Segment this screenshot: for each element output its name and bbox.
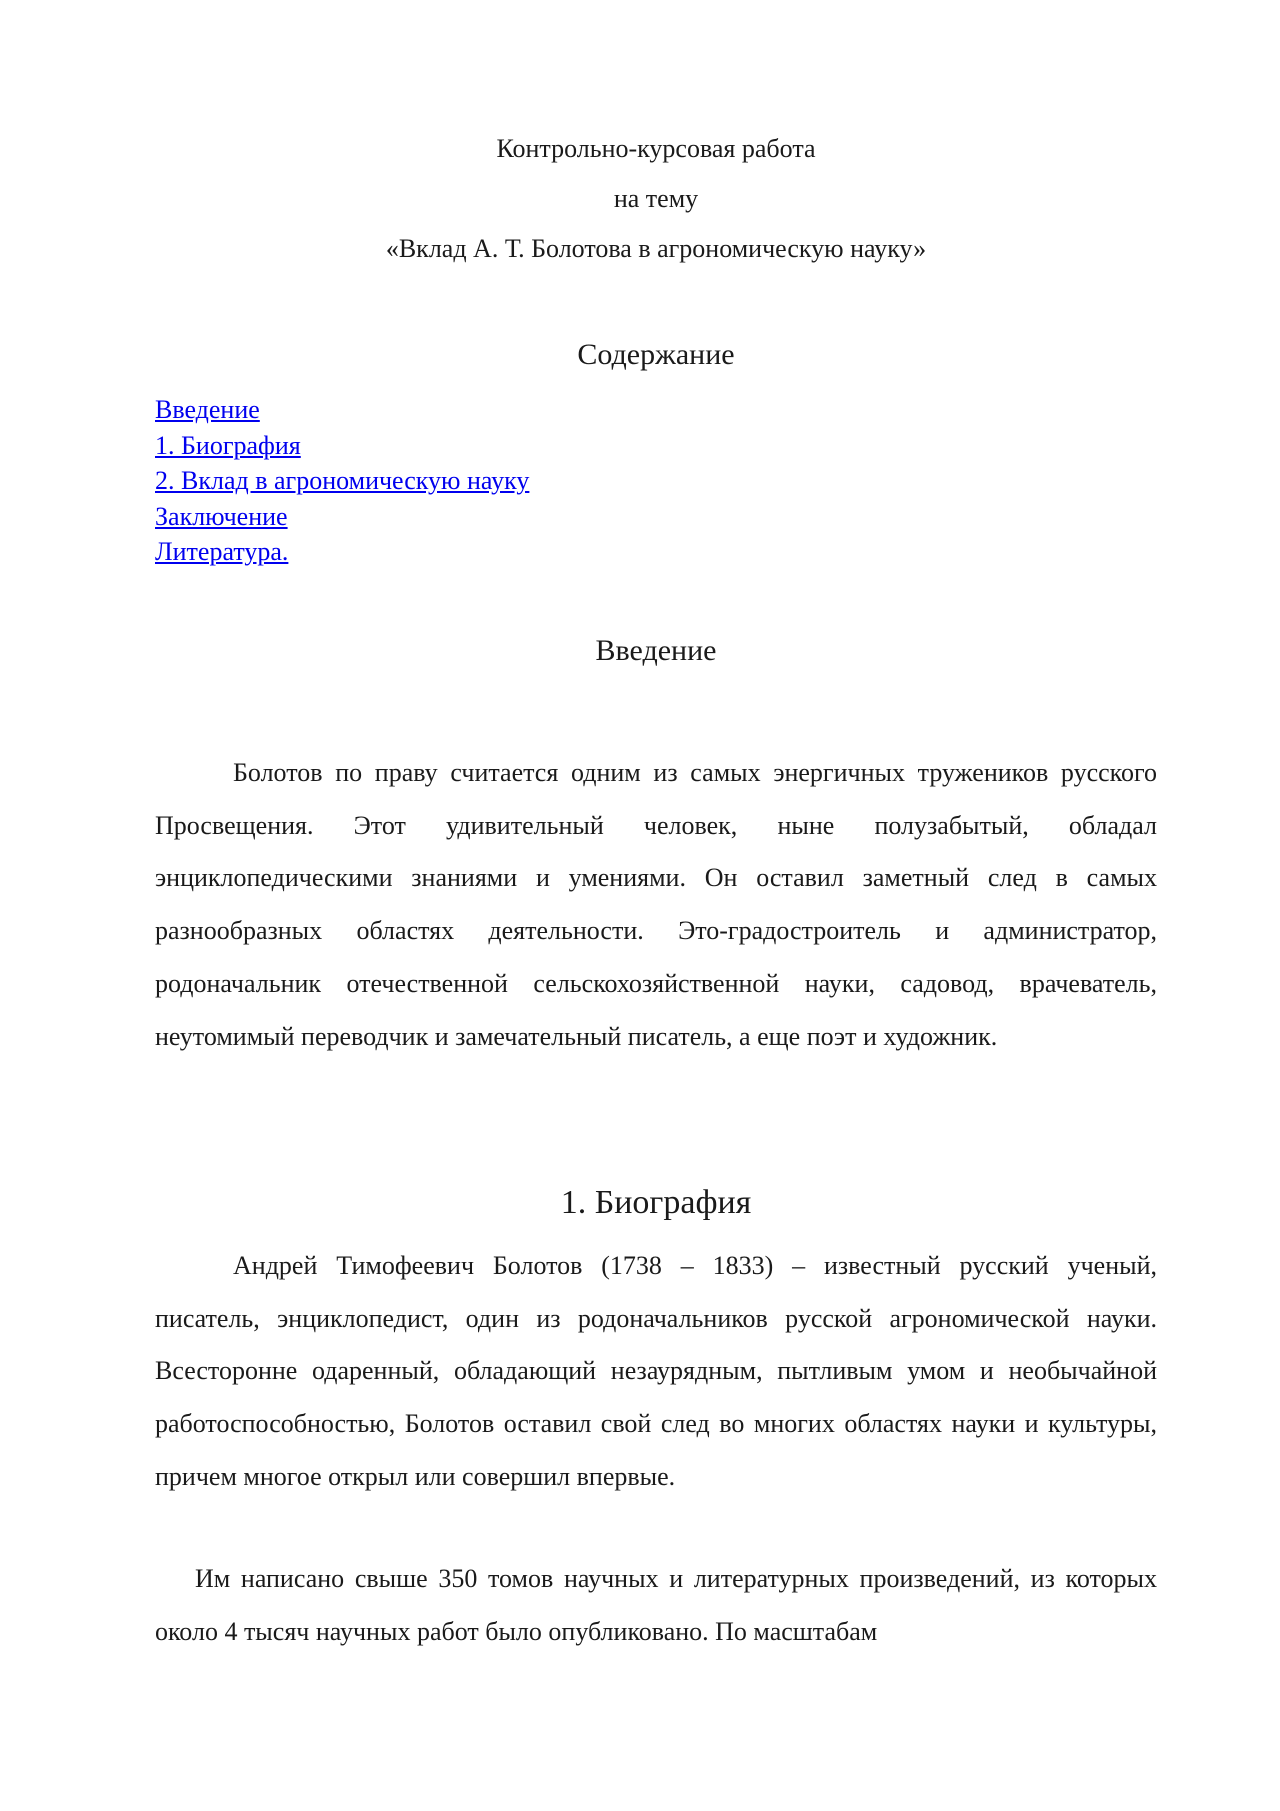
biography-heading: 1. Биография xyxy=(560,1184,752,1221)
title-block xyxy=(155,124,1157,274)
document-page xyxy=(155,0,1157,1811)
introduction-paragraph: Болотов по праву считается одним из самых энергичных тружеников русского Просвещения. Этот удивительный человек, ныне полузабытый, обладал энциклопедическими знаниями и умениями. Он оставил заметный след в самых разнообразных областях деятельности. Это-градостроитель и администратор, родоначальник отечественной сельскохозяйственной науки, садовод, врачеватель, неутомимый переводчик и замечательный писатель, а еще поэт и художник. xyxy=(155,758,1157,1051)
toc-link-literature[interactable]: Литература. xyxy=(155,537,289,566)
introduction-heading: Введение xyxy=(595,634,717,667)
toc-link-contribution[interactable]: 2. Вклад в агрономическую науку xyxy=(155,466,530,495)
title-line-3: «Вклад А. Т. Болотова в агрономическую науку» xyxy=(385,234,927,263)
toc-link-biography[interactable]: 1. Биография xyxy=(155,430,301,460)
toc-item xyxy=(155,392,529,428)
biography-paragraph-2: Им написано свыше 350 томов научных и литературных произведений, из которых около 4 тысяч научных работ было опубликовано. По масштабам xyxy=(155,1564,1157,1646)
toc-link-conclusion[interactable]: Заключение xyxy=(155,501,288,531)
biography-paragraph-1: Андрей Тимофеевич Болотов (1738 – 1833) – известный русский ученый, писатель, энциклопедист, один из родоначальников русской агрономической науки. Всесторонне одаренный, обладающий незаурядным, пытливым умом и необычайной работоспособностью, Болотов оставил свой след во многих областях науки и культуры, причем многое открыл или совершил впервые. xyxy=(155,1251,1157,1491)
title-line-1: Контрольно-курсовая работа xyxy=(496,134,816,163)
toc-item xyxy=(155,463,529,499)
toc-item xyxy=(155,534,529,570)
toc-item xyxy=(155,499,529,535)
title-line-2: на тему xyxy=(613,184,699,213)
table-of-contents xyxy=(155,392,529,570)
toc-heading: Содержание xyxy=(577,338,735,371)
toc-item xyxy=(155,428,529,464)
toc-link-introduction[interactable]: Введение xyxy=(155,395,260,424)
